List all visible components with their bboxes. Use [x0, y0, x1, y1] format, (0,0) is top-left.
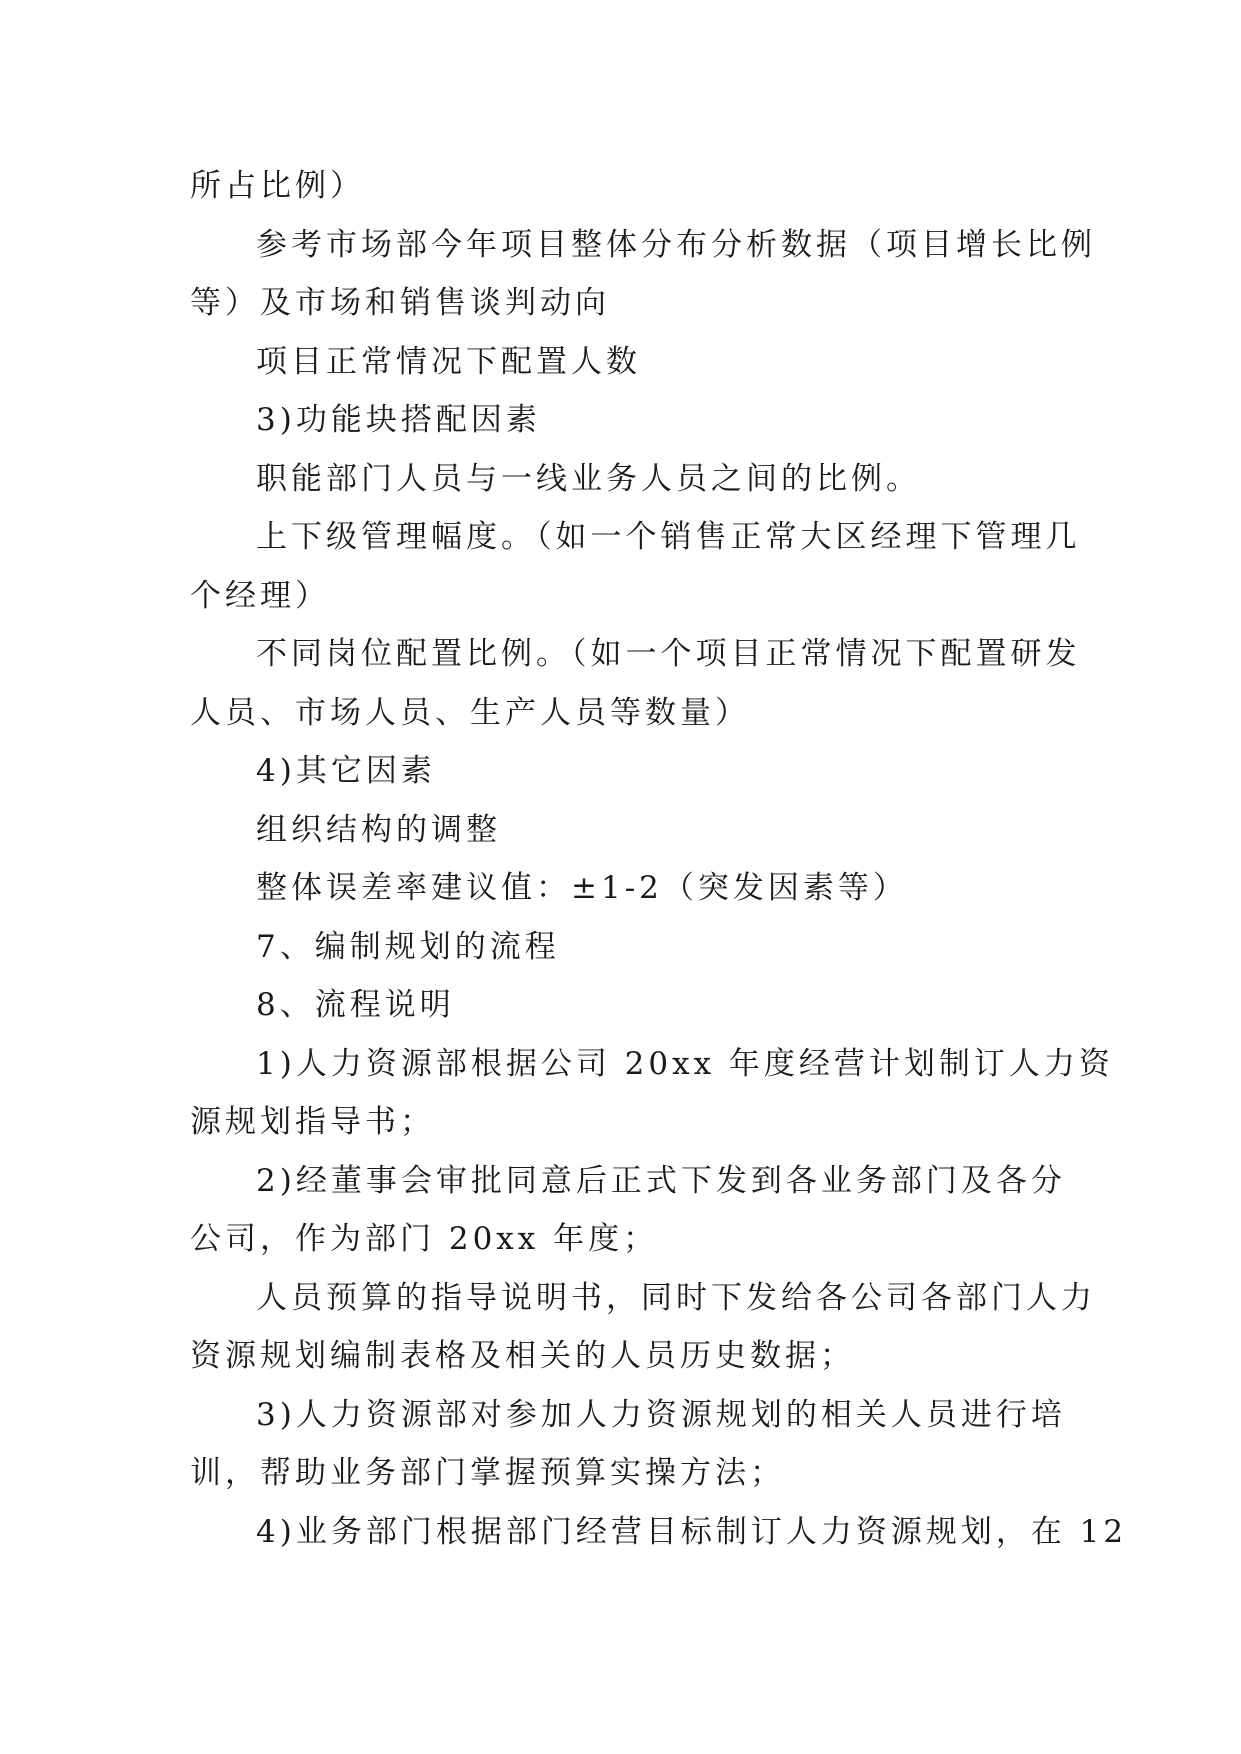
- text-line: 项目正常情况下配置人数: [256, 343, 641, 380]
- text-line: 4)业务部门根据部门经营目标制订人力资源规划，在 12: [256, 1513, 1128, 1550]
- text-line: 人员预算的指导说明书，同时下发给各公司各部门人力: [256, 1279, 1096, 1316]
- text-line: 4)其它因素: [256, 753, 436, 789]
- text-line: 组织结构的调整: [256, 811, 501, 848]
- text-line: 7、编制规划的流程: [256, 928, 560, 965]
- text-line: 3)功能块搭配因素: [256, 402, 541, 438]
- text-line: 8、流程说明: [256, 987, 455, 1023]
- text-line: 训，帮助业务部门掌握预算实操方法；: [190, 1455, 785, 1491]
- text-line: 不同岗位配置比例。（如一个项目正常情况下配置研发: [256, 636, 1081, 672]
- text-line: 上下级管理幅度。（如一个销售正常大区经理下管理几: [256, 519, 1081, 555]
- text-line: 所占比例）: [190, 168, 365, 204]
- text-line: 公司，作为部门 20xx 年度；: [190, 1221, 659, 1257]
- text-line: 职能部门人员与一线业务人员之间的比例。: [256, 460, 921, 497]
- text-line: 源规划指导书；: [190, 1104, 435, 1140]
- text-line: 资源规划编制表格及相关的人员历史数据；: [190, 1338, 855, 1374]
- text-line: 整体误差率建议值：±1-2（突发因素等）: [256, 870, 908, 906]
- text-line: 人员、市场人员、生产人员等数量）: [190, 694, 750, 731]
- text-line: 2)经董事会审批同意后正式下发到各业务部门及各分: [256, 1162, 1066, 1199]
- text-line: 参考市场部今年项目整体分布分析数据（项目增长比例: [256, 226, 1096, 263]
- text-line: 1)人力资源部根据公司 20xx 年度经营计划制订人力资: [256, 1045, 1114, 1082]
- text-line: 3)人力资源部对参加人力资源规划的相关人员进行培: [256, 1396, 1066, 1433]
- text-line: 个经理）: [190, 577, 330, 614]
- text-line: 等）及市场和销售谈判动向: [190, 285, 610, 321]
- document-body: [190, 157, 1128, 1561]
